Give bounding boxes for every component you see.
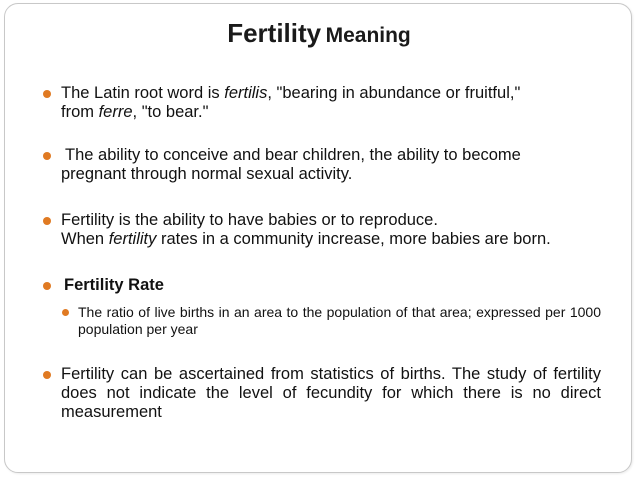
bullet-dot-icon: [43, 217, 51, 225]
bullet-item-fertility-rate: [43, 276, 601, 295]
bullet-item-statistics: [43, 365, 601, 422]
bullet-line: [61, 230, 601, 249]
fertility-rate-heading: Fertility Rate: [64, 276, 164, 294]
sub-bullet-item-ratio: [61, 304, 601, 338]
bullet-dot-icon: [43, 282, 51, 290]
italic-term: ferre: [98, 103, 133, 121]
text-segment: When: [61, 230, 109, 248]
bullet-item-ability: [43, 146, 601, 184]
bullet-text: Fertility can be ascertained from statistics of births. The study of fertility does not indicate the level of fecundity for which there is no direct measurement: [61, 365, 601, 421]
bullet-line: Fertility is the ability to have babies or to reproduce.: [61, 211, 438, 229]
italic-term: fertility: [108, 230, 157, 248]
text-segment: , "to bear.": [132, 103, 209, 121]
text-segment: rates in a community increase, more babies are born.: [156, 230, 551, 248]
text-segment: , "bearing in abundance or fruitful,": [267, 84, 521, 102]
sub-bullet-text: The ratio of live births in an area to the population of that area; expressed per 1000 population per year: [78, 304, 601, 337]
bullet-dot-icon: [43, 371, 51, 379]
slide-title: [0, 18, 638, 49]
title-sub: Meaning: [325, 24, 411, 47]
bullet-item-latin-root: [43, 84, 601, 122]
title-main: Fertility: [227, 18, 322, 48]
sub-bullet-dot-icon: [62, 309, 69, 316]
bullet-line: [61, 103, 601, 122]
bullet-dot-icon: [43, 152, 51, 160]
bullet-line: [61, 84, 601, 103]
bullet-dot-icon: [43, 90, 51, 98]
bullet-item-definition: [43, 211, 601, 249]
bullet-line: The ability to conceive and bear children, the ability to become: [65, 146, 521, 164]
text-segment: from: [61, 103, 99, 121]
text-segment: The Latin root word is: [61, 84, 225, 102]
bullet-line: pregnant through normal sexual activity.: [61, 165, 353, 183]
italic-term: fertilis: [224, 84, 268, 102]
bullet-list: [43, 84, 601, 422]
